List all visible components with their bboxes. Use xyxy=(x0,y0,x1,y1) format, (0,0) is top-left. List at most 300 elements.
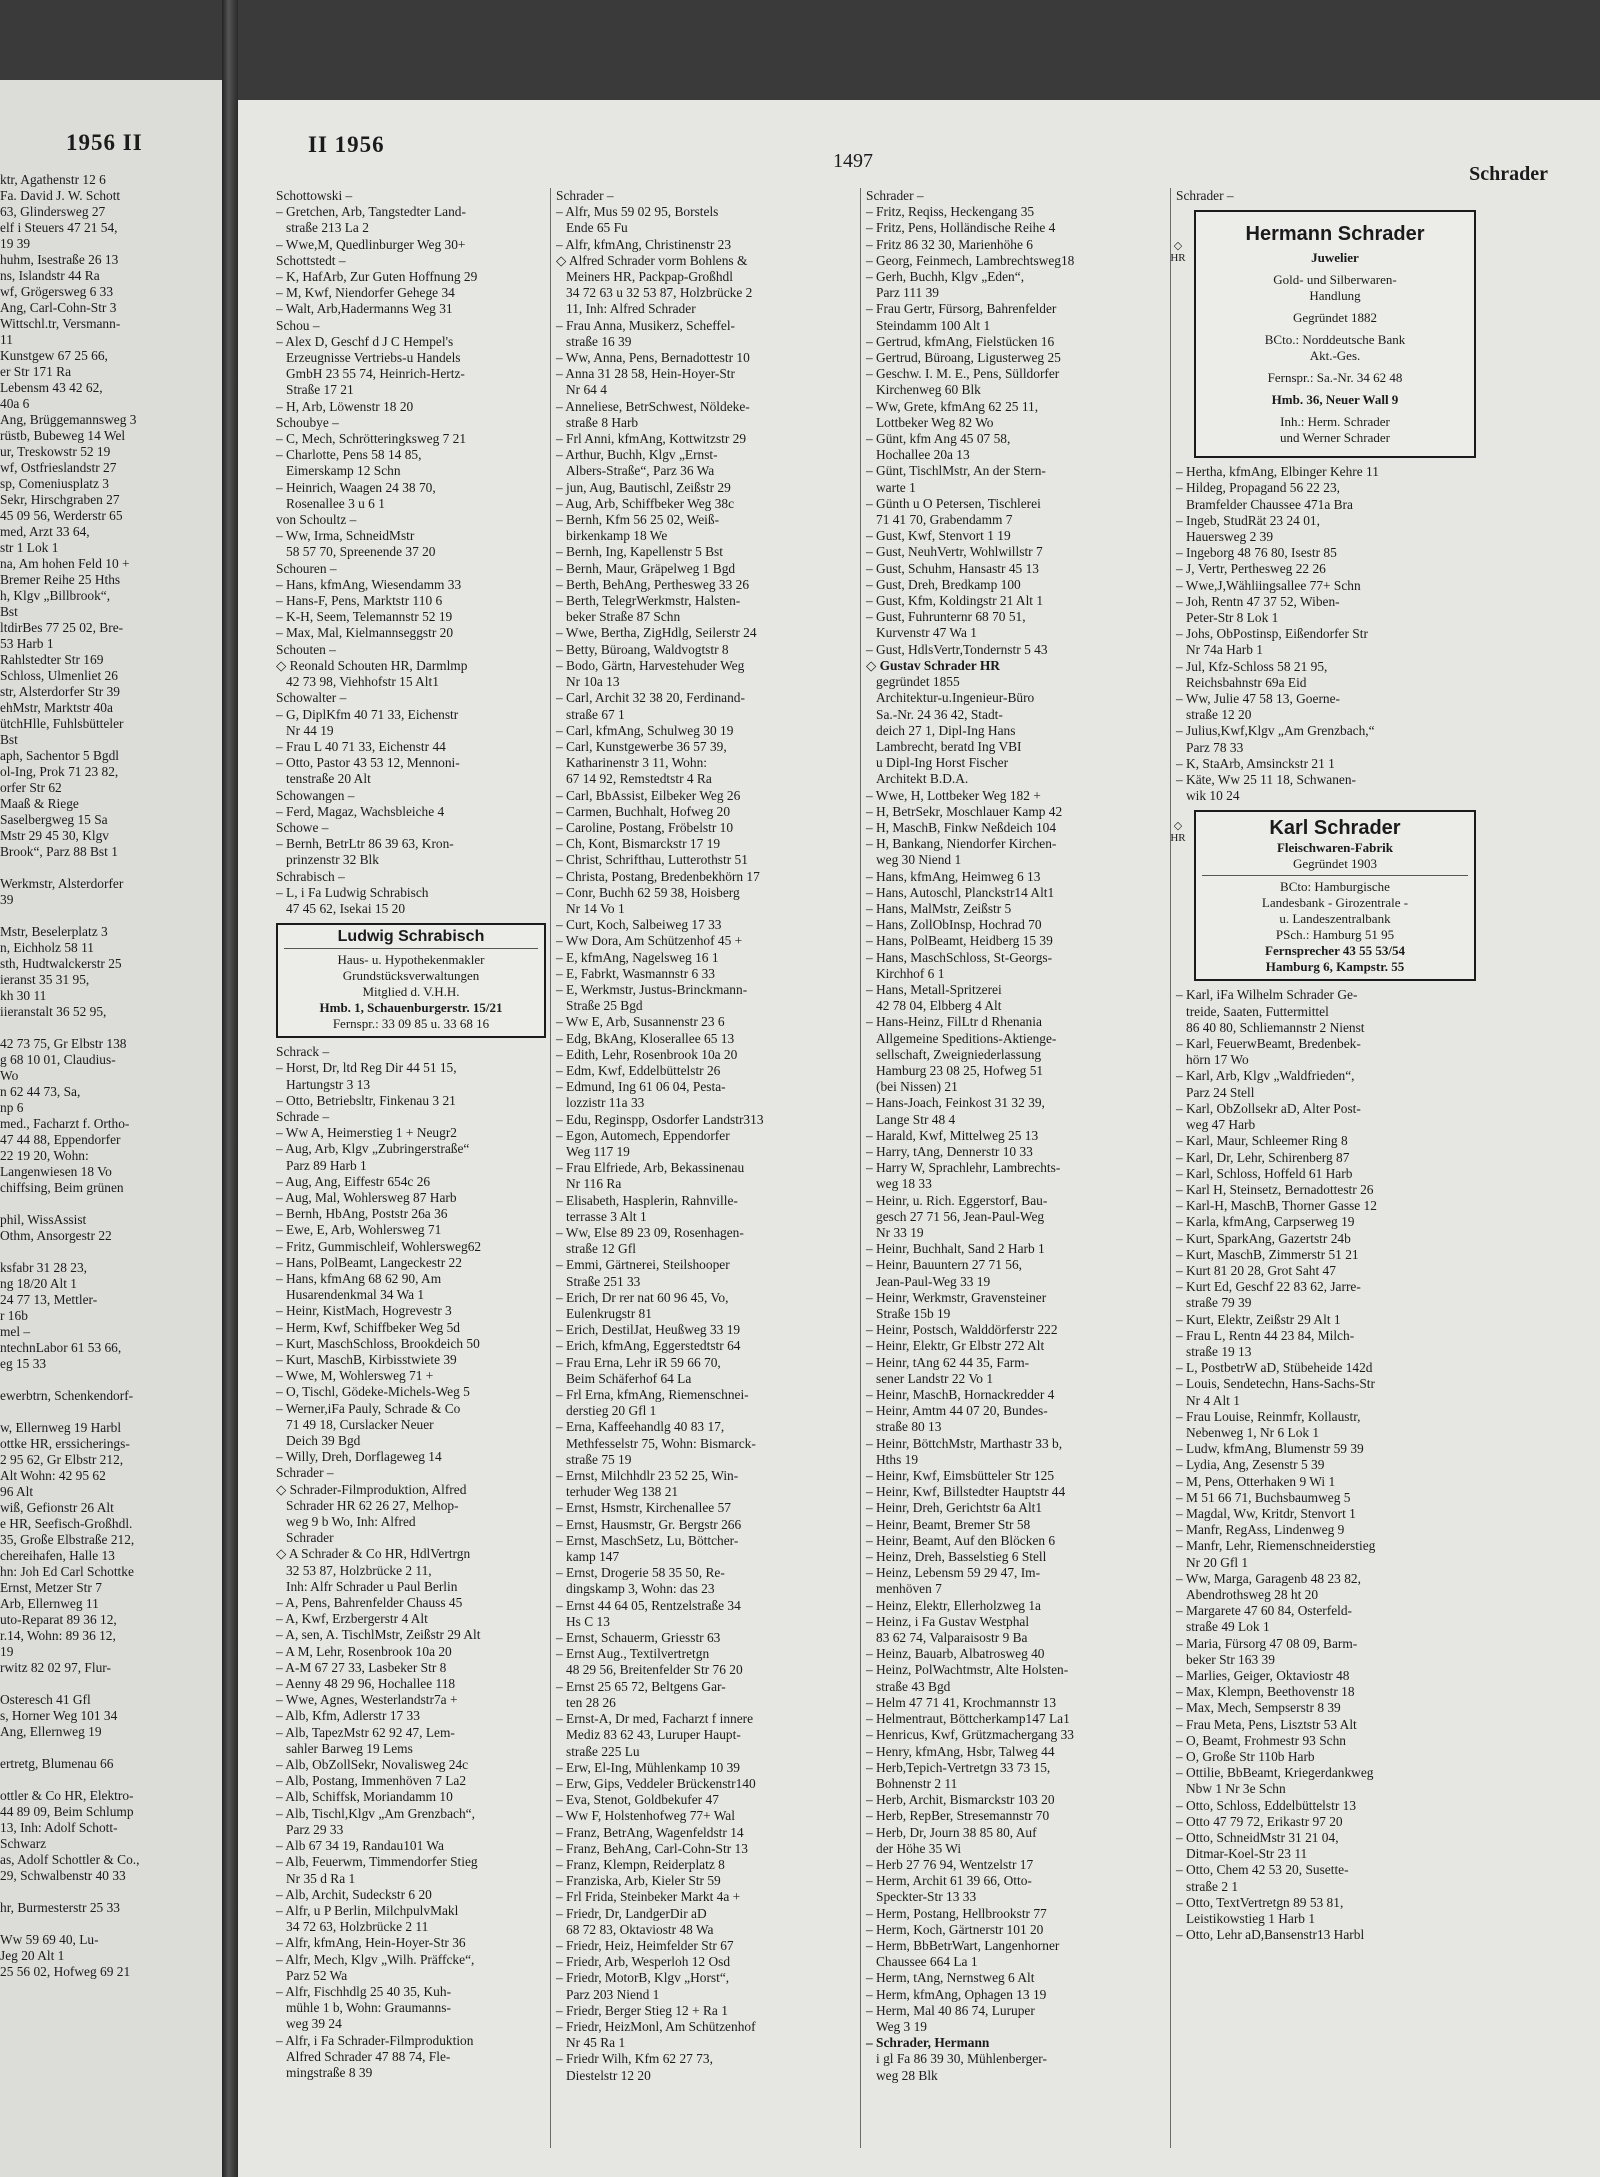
left-page-fragment: Brook“, Parz 88 Bst 1 xyxy=(0,844,118,859)
directory-entry: – Friedr, HeizMonl, Am Schützenhof xyxy=(556,2018,756,2034)
directory-entry: – Ww, Grete, kfmAng 62 25 11, xyxy=(866,398,1039,414)
left-page-fragment: hr, Burmesterstr 25 33 xyxy=(0,1900,120,1915)
directory-entry: – Frau Erna, Lehr iR 59 66 70, xyxy=(556,1354,721,1370)
directory-entry: – L, i Fa Ludwig Schrabisch xyxy=(276,884,429,900)
directory-entry: – Aenny 48 29 96, Hochallee 118 xyxy=(276,1676,456,1692)
directory-entry: – Frl Anni, kfmAng, Kottwitzstr 29 xyxy=(556,431,747,447)
directory-entry: – Ernst 44 64 05, Rentzelstraße 34 xyxy=(556,1597,741,1613)
left-page-fragment xyxy=(0,1244,218,1260)
directory-entry: – Alex D, Geschf d J C Hempel's xyxy=(276,333,454,349)
directory-entry: – Hans, MalMstr, Zeißstr 5 xyxy=(866,900,1012,916)
directory-entry: – Fritz 86 32 30, Marienhöhe 6 xyxy=(866,236,1033,252)
directory-entry: – M, Kwf, Niendorfer Gehege 34 xyxy=(276,285,455,301)
directory-entry: – Anna 31 28 58, Hein-Hoyer-Str xyxy=(556,366,735,382)
directory-entry-continuation: treide, Saaten, Futtermittel xyxy=(1186,1003,1329,1019)
left-page-fragment: Ang, Carl-Cohn-Str 3 xyxy=(0,300,117,315)
directory-entry: – O, Große Str 110b Harb xyxy=(1176,1749,1315,1765)
directory-entry: – Otto, Betriebsltr, Finkenau 3 21 xyxy=(276,1092,456,1108)
left-page-fragment: med., Facharzt f. Ortho- xyxy=(0,1116,130,1131)
surname-heading: Schottowski – xyxy=(276,188,353,203)
directory-entry: – Otto, Schloss, Eddelbüttelstr 13 xyxy=(1176,1797,1357,1813)
directory-entry: – Johs, ObPostinsp, Eißendorfer Str xyxy=(1176,626,1368,642)
directory-entry: – Franz, BehAng, Carl-Cohn-Str 13 xyxy=(556,1840,748,1856)
directory-entry: – Henricus, Kwf, Grützmachergang 33 xyxy=(866,1727,1074,1743)
entry-list xyxy=(276,188,546,917)
left-page-fragment: iieranstalt 36 52 95, xyxy=(0,1004,107,1019)
directory-entry: – Hans, ZollObInsp, Hochrad 70 xyxy=(866,917,1042,933)
directory-entry: – Horst, Dr, ltd Reg Dir 44 51 15, xyxy=(276,1060,457,1076)
directory-entry-continuation: mühle 1 b, Wohn: Graumanns- xyxy=(286,2000,451,2016)
directory-entry: – Aug, Ang, Eiffestr 654c 26 xyxy=(276,1173,431,1189)
directory-entry: – Herm, Archit 61 39 66, Otto- xyxy=(866,1873,1032,1889)
directory-entry-continuation: 11, Inh: Alfred Schrader xyxy=(566,301,696,317)
left-page-fragment: 19 xyxy=(0,1644,14,1659)
left-page-fragment: chiffsing, Beim grünen xyxy=(0,1180,124,1195)
directory-entry: – Fritz, Pens, Holländische Reihe 4 xyxy=(866,220,1056,236)
directory-entry: – Magdal, Ww, Kritdr, Stenvort 1 xyxy=(1176,1505,1356,1521)
directory-entry: – Alb, Schiffsk, Moriandamm 10 xyxy=(276,1789,453,1805)
directory-entry: – Herm, Koch, Gärtnerstr 101 20 xyxy=(866,1921,1044,1937)
directory-entry: – J, Vertr, Perthesweg 22 26 xyxy=(1176,561,1326,577)
directory-entry: – Karla, kfmAng, Carpserweg 19 xyxy=(1176,1214,1355,1230)
directory-entry: – E, kfmAng, Nagelsweg 16 1 xyxy=(556,949,719,965)
directory-entry: – Hans, Metall-Spritzerei xyxy=(866,981,1002,997)
left-page-fragment: Jeg 20 Alt 1 xyxy=(0,1948,65,1963)
left-page-fragment: Ang, Ellernweg 19 xyxy=(0,1724,102,1739)
directory-entry: – Otto, TextVertretgn 89 53 81, xyxy=(1176,1894,1344,1910)
directory-entry-continuation: Parz 78 33 xyxy=(1186,739,1244,755)
directory-entry-continuation: Methfesselstr 75, Wohn: Bismarck- xyxy=(566,1435,756,1451)
directory-entry-continuation: Jean-Paul-Weg 33 19 xyxy=(876,1273,991,1289)
directory-entry: – Maria, Fürsorg 47 08 09, Barm- xyxy=(1176,1635,1358,1651)
directory-entry-continuation: Parz 52 Wa xyxy=(286,1967,348,1983)
directory-entry: – Heinr, u. Rich. Eggerstorf, Bau- xyxy=(866,1192,1048,1208)
left-page-fragment: aph, Sachentor 5 Bgdl xyxy=(0,748,120,763)
directory-entry: – Fritz, Gummischleif, Wohlersweg62 xyxy=(276,1238,482,1254)
left-page-fragment: Alt Wohn: 42 95 62 xyxy=(0,1468,106,1483)
directory-entry: – Manfr, Lehr, Riemenschneiderstieg xyxy=(1176,1538,1376,1554)
left-page-fragment: na, Am hohen Feld 10 + xyxy=(0,556,130,571)
directory-entry: – Käte, Ww 25 11 18, Schwanen- xyxy=(1176,772,1356,788)
left-page-fragment xyxy=(0,1196,218,1212)
directory-entry: – Günth u O Petersen, Tischlerei xyxy=(866,495,1041,511)
directory-entry: – H, Arb, Löwenstr 18 20 xyxy=(276,398,414,414)
directory-entry-continuation: Meiners HR, Packpap-Großhdl xyxy=(566,269,733,285)
directory-entry: – Kurt, SparkAng, Gazertstr 24b xyxy=(1176,1230,1351,1246)
directory-entry: – Wwe, H, Lottbeker Weg 182 + xyxy=(866,787,1041,803)
directory-entry: – Franz, BetrAng, Wagenfeldstr 14 xyxy=(556,1824,744,1840)
directory-entry: – Karl, Maur, Schleemer Ring 8 xyxy=(1176,1133,1348,1149)
surname-heading: Schrade – xyxy=(276,1108,330,1124)
directory-entry-continuation: ten 28 26 xyxy=(566,1694,616,1710)
directory-entry: – K, StaArb, Amsinckstr 21 1 xyxy=(1176,755,1335,771)
directory-entry-continuation: Straße 17 21 xyxy=(286,382,354,398)
directory-entry: – Hans, MaschSchloss, St-Georgs- xyxy=(866,949,1053,965)
directory-entry-continuation: Lambrecht, beratd Ing VBI xyxy=(876,738,1022,754)
advert-owners: Inh.: Herm. Schrader xyxy=(1280,414,1390,430)
directory-entry: – Bernh, HbAng, Poststr 26a 36 xyxy=(276,1206,448,1222)
directory-entry-continuation: Nr 10a 13 xyxy=(566,674,620,690)
directory-entry: – Arthur, Buchh, Klgv „Ernst- xyxy=(556,447,718,463)
left-page-fragment: Langenwiesen 18 Vo xyxy=(0,1164,112,1179)
directory-entry: – Otto, Chem 42 53 20, Susette- xyxy=(1176,1862,1349,1878)
directory-entry: – Frl Erna, kfmAng, Riemenschnei- xyxy=(556,1387,749,1403)
directory-entry: – Heinr, BöttchMstr, Marthastr 33 b, xyxy=(866,1435,1063,1451)
directory-entry: – Kurt, MaschB, Kirbisstwiete 39 xyxy=(276,1352,457,1367)
left-page-fragment: Wittschl.tr, Versmann- xyxy=(0,316,121,331)
directory-entry: – Hans, Autoschl, Planckstr14 Alt1 xyxy=(866,884,1055,900)
directory-entry-continuation: Lange Str 48 4 xyxy=(876,1111,956,1127)
directory-entry-continuation: straße 79 39 xyxy=(1186,1295,1252,1311)
directory-entry: – Louis, Sendetechn, Hans-Sachs-Str xyxy=(1176,1376,1375,1392)
directory-entry: – Hans, PolBeamt, Langeckestr 22 xyxy=(276,1254,462,1270)
directory-entry: – Ww Dora, Am Schützenhof 45 + xyxy=(556,933,743,949)
directory-entry-continuation: prinzenstr 32 Blk xyxy=(286,852,379,868)
directory-entry-continuation: 83 62 74, Valparaisostr 9 Ba xyxy=(876,1630,1028,1646)
directory-entry: – Geschw. I. M. E., Pens, Sülldorfer xyxy=(866,366,1060,382)
column-rule xyxy=(550,188,551,2148)
advert-ludwig-schrabisch xyxy=(276,923,546,1038)
directory-entry: – K, HafArb, Zur Guten Hoffnung 29 xyxy=(276,269,478,285)
page-header-year: II 1956 xyxy=(308,132,385,157)
left-page-fragment: phil, WissAssist xyxy=(0,1212,87,1227)
directory-entry-continuation: 32 53 87, Holzbrücke 2 11, xyxy=(286,1562,432,1578)
directory-entry: – Carl, Archit 32 38 20, Ferdinand- xyxy=(556,690,745,706)
directory-entry-continuation: Peter-Str 8 Lok 1 xyxy=(1186,610,1279,626)
left-page-fragment: rwitz 82 02 97, Flur- xyxy=(0,1660,111,1675)
left-page-column xyxy=(0,172,218,1980)
surname-heading: Schowalter – xyxy=(276,690,347,706)
directory-entry: – Gertrud, kfmAng, Fielstücken 16 xyxy=(866,333,1055,349)
left-page-fragment: 2 95 62, Gr Elbstr 212, xyxy=(0,1452,124,1467)
directory-entry-continuation: weg 30 Niend 1 xyxy=(876,852,962,868)
directory-entry: – Harry, tAng, Dennerstr 10 33 xyxy=(866,1143,1033,1159)
directory-entry-continuation: Deich 39 Bgd xyxy=(286,1433,361,1449)
directory-entry: ◇ Schrader-Filmproduktion, Alfred xyxy=(276,1481,467,1497)
left-page-fragment: Bst xyxy=(0,732,18,747)
directory-entry: – Frau L, Rentn 44 23 84, Milch- xyxy=(1176,1327,1355,1343)
advert-title: Juwelier xyxy=(1311,250,1359,266)
advert-hermann-schrader xyxy=(1194,210,1476,458)
bold-entry: – Schrader, Hermann xyxy=(866,2035,990,2051)
directory-entry-continuation: weg 9 b Wo, Inh: Alfred xyxy=(286,1514,416,1530)
directory-entry: – Ernst, Hausmstr, Gr. Bergstr 266 xyxy=(556,1516,742,1532)
left-page-fragment: ewerbtrn, Schenkendorf- xyxy=(0,1388,134,1403)
advert-psch: PSch.: Hamburg 51 95 xyxy=(1275,927,1395,943)
directory-entry-continuation: Erzeugnisse Vertriebs-u Handels xyxy=(286,350,461,366)
directory-entry-continuation: Schrader xyxy=(286,1530,334,1546)
left-page-fragment: 25 56 02, Hofweg 69 21 xyxy=(0,1964,131,1979)
directory-entry-continuation: i gl Fa 86 39 30, Mühlenberger- xyxy=(876,2051,1047,2067)
directory-entry-continuation: Kurvenstr 47 Wa 1 xyxy=(876,625,977,641)
directory-entry: – Alb, TapezMstr 62 92 47, Lem- xyxy=(276,1724,455,1740)
advert-bank: BCto: Hamburgische xyxy=(1280,879,1390,895)
directory-entry: ◇ Alfred Schrader vorm Bohlens & xyxy=(556,252,748,268)
directory-entry: – Bernh, Maur, Gräpelweg 1 Bgd xyxy=(556,560,736,576)
left-page-fragment: Rahlstedter Str 169 xyxy=(0,652,104,667)
directory-entry: – Erna, Kaffeehandlg 40 83 17, xyxy=(556,1419,725,1435)
left-page-fragment: Saselbergweg 15 Sa xyxy=(0,812,108,827)
advert-line: Gold- und Silberwaren- xyxy=(1273,272,1397,288)
directory-entry: – Franziska, Arb, Kieler Str 59 xyxy=(556,1873,721,1889)
directory-entry: – Wwe,J,Wähliingsallee 77+ Schn xyxy=(1176,577,1361,593)
left-page-fragment: e HR, Seefisch-Großhdl. xyxy=(0,1516,133,1531)
surname-heading: Schrack – xyxy=(276,1044,330,1060)
directory-entry-continuation: straße 49 Lok 1 xyxy=(1186,1619,1270,1635)
directory-entry-continuation: 68 72 83, Oktaviostr 48 Wa xyxy=(566,1921,714,1937)
directory-entry-continuation: straße 8 Harb xyxy=(566,414,639,430)
advert-founded: Gegründet 1903 xyxy=(1292,856,1378,872)
directory-entry-continuation: beker Straße 87 Schn xyxy=(566,609,681,625)
directory-entry-continuation: derstieg 20 Gfl 1 xyxy=(566,1403,657,1419)
left-page-fragment: 63, Glindersweg 27 xyxy=(0,204,106,219)
directory-entry: – Ingeborg 48 76 80, Isestr 85 xyxy=(1176,545,1337,561)
left-page-fragment: ertretg, Blumenau 66 xyxy=(0,1756,114,1771)
directory-entry-continuation: Kirchenweg 60 Blk xyxy=(876,382,981,398)
directory-entry: – Carl, BbAssist, Eilbeker Weg 26 xyxy=(556,787,741,803)
directory-entry-continuation: straße 213 La 2 xyxy=(286,220,369,236)
directory-entry-continuation: warte 1 xyxy=(876,479,916,495)
directory-entry: – Otto, Lehr aD,Bansenstr13 Harbl xyxy=(1176,1927,1365,1943)
left-page-fragment: wf, Grögersweg 6 33 xyxy=(0,284,114,299)
left-page-fragment: ütchHlle, Fuhlsbütteler xyxy=(0,716,124,731)
left-page-fragment: 96 Alt xyxy=(0,1484,34,1499)
directory-entry-continuation: der Höhe 35 Wi xyxy=(876,1840,962,1856)
left-page-fragment: Fa. David J. W. Schott xyxy=(0,188,121,203)
entry-list xyxy=(1176,464,1476,804)
left-page-fragment: Mstr 29 45 30, Klgv xyxy=(0,828,109,843)
directory-entry: – Friedr, Dr, LandgerDir aD xyxy=(556,1905,707,1921)
directory-entry: – Alb, Tischl,Klgv „Am Grenzbach“, xyxy=(276,1805,475,1821)
directory-entry-continuation: Alfred Schrader 47 88 74, Fle- xyxy=(286,2048,451,2064)
directory-entry: – Herb, RepBer, Stresemannstr 70 xyxy=(866,1808,1050,1824)
directory-entry-continuation: Nr 20 Gfl 1 xyxy=(1186,1554,1249,1570)
directory-entry-continuation: beker Str 163 39 xyxy=(1186,1651,1275,1667)
directory-entry: – Heinr, Postsch, Walddörferstr 222 xyxy=(866,1322,1058,1338)
directory-entry: – Herm, kfmAng, Ophagen 13 19 xyxy=(866,1986,1047,2002)
surname-heading: Schowe – xyxy=(276,819,329,835)
directory-entry-continuation: gesch 27 71 56, Jean-Paul-Weg xyxy=(876,1208,1045,1224)
directory-entry: – Ww, Marga, Garagenb 48 23 82, xyxy=(1176,1570,1361,1586)
directory-entry-continuation: straße 2 1 xyxy=(1186,1878,1239,1894)
left-page-fragment: ltdirBes 77 25 02, Bre- xyxy=(0,620,124,635)
surname-heading: Schrabisch – xyxy=(276,868,345,884)
directory-entry-continuation: Nr 33 19 xyxy=(876,1225,924,1240)
directory-column-4 xyxy=(1170,188,1476,1943)
directory-column-2 xyxy=(556,188,856,2084)
directory-entry: – A, sen, A. TischlMstr, Zeißstr 29 Alt xyxy=(276,1627,481,1643)
left-page-fragment: kh 30 11 xyxy=(0,988,47,1003)
left-page-fragment xyxy=(0,860,218,876)
directory-entry-continuation: 58 57 70, Spreenende 37 20 xyxy=(286,544,436,560)
directory-entry: – Frau Meta, Pens, Lisztstr 53 Alt xyxy=(1176,1716,1357,1732)
directory-entry-continuation: weg 18 33 xyxy=(876,1176,932,1192)
left-page-fragment: chereihafen, Halle 13 xyxy=(0,1548,115,1563)
directory-entry: – Herm, tAng, Nernstweg 6 Alt xyxy=(866,1970,1035,1986)
left-page-fragment: Kunstgew 67 25 66, xyxy=(0,348,108,363)
left-page-fragment: np 6 xyxy=(0,1100,24,1115)
directory-entry: – Hans-Joach, Feinkost 31 32 39, xyxy=(866,1095,1045,1111)
directory-entry: – Heinz, Lebensm 59 29 47, Im- xyxy=(866,1565,1041,1581)
entry-list xyxy=(556,188,856,2084)
directory-entry: – Frau Gertr, Fürsorg, Bahrenfelder xyxy=(866,301,1057,317)
directory-entry: – Frl Frida, Steinbeker Markt 4a + xyxy=(556,1889,741,1905)
directory-entry: – Julius,Kwf,Klgv „Am Grenzbach,“ xyxy=(1176,723,1375,739)
directory-entry: – Friedr Wilh, Kfm 62 27 73, xyxy=(556,2051,713,2067)
directory-entry-continuation: 42 78 04, Elbberg 4 Alt xyxy=(876,998,1002,1014)
directory-entry: ◇ Reonald Schouten HR, Darmlmp xyxy=(276,657,468,673)
directory-entry: – Erich, Dr rer nat 60 96 45, Vo, xyxy=(556,1289,729,1305)
hr-marker: ◇ HR xyxy=(1170,820,1186,845)
directory-entry: – Herb 27 76 94, Wentzelstr 17 xyxy=(866,1856,1034,1872)
left-page-fragment: Arb, Ellernweg 11 xyxy=(0,1596,99,1611)
directory-entry: – Hans-Heinz, FilLtr d Rhenania xyxy=(866,1014,1042,1030)
directory-entry-continuation: deich 27 1, Dipl-Ing Hans xyxy=(876,722,1016,738)
directory-entry: – Carl, kfmAng, Schulweg 30 19 xyxy=(556,722,734,738)
directory-entry: – Heinz, Elektr, Ellerholzweg 1a xyxy=(866,1597,1041,1613)
directory-entry-continuation: Beim Schäferhof 64 La xyxy=(566,1370,692,1386)
left-page-fragment: ktr, Agathenstr 12 6 xyxy=(0,172,106,187)
directory-entry: – A-M 67 27 33, Lasbeker Str 8 xyxy=(276,1659,447,1675)
directory-entry: – Harald, Kwf, Mittelweg 25 13 xyxy=(866,1127,1039,1143)
left-page-fragment: w, Ellernweg 19 Harbl xyxy=(0,1420,122,1435)
advert-bank: u. Landeszentralbank xyxy=(1279,911,1391,927)
directory-entry: – Erich, DestilJat, Heußweg 33 19 xyxy=(556,1322,741,1338)
directory-entry: – Aug, Arb, Klgv „Zubringerstraße“ xyxy=(276,1141,470,1157)
left-page-fragment: Schwarz xyxy=(0,1836,47,1851)
directory-entry: – Conr, Buchh 62 59 38, Hoisberg xyxy=(556,884,740,900)
directory-entry-continuation: Nebenweg 1, Nr 6 Lok 1 xyxy=(1186,1424,1320,1440)
directory-entry-continuation: Hartungstr 3 13 xyxy=(286,1076,371,1092)
directory-entry: – Alb, Feuerwm, Timmendorfer Stieg xyxy=(276,1854,478,1870)
directory-entry: – E, Fabrkt, Wasmannstr 6 33 xyxy=(556,965,715,981)
directory-entry-continuation: Ditmar-Koel-Str 23 11 xyxy=(1186,1846,1308,1862)
directory-entry: – Otto 47 79 72, Erikastr 97 20 xyxy=(1176,1813,1343,1829)
directory-entry: – Ww F, Holstenhofweg 77+ Wal xyxy=(556,1808,735,1824)
directory-entry: – Heinr, Elektr, Gr Elbstr 272 Alt xyxy=(866,1338,1045,1354)
directory-entry: – Wwe, M, Wohlersweg 71 + xyxy=(276,1368,434,1384)
directory-entry: – Bernh, Kfm 56 25 02, Weiß- xyxy=(556,512,720,528)
directory-entry: – Ww, Else 89 23 09, Rosenhagen- xyxy=(556,1225,744,1240)
left-page-fragment: n 62 44 73, Sa, xyxy=(0,1084,81,1099)
directory-entry-continuation: 34 72 63 u 32 53 87, Holzbrücke 2 xyxy=(566,285,753,301)
directory-entry-continuation: 71 49 18, Curslacker Neuer xyxy=(286,1416,434,1432)
left-page-fragment: wiß, Gefionstr 26 Alt xyxy=(0,1500,114,1515)
directory-entry: – Karl-H, MaschB, Thorner Gasse 12 xyxy=(1176,1198,1377,1214)
advert-bank: Landesbank - Girozentrale - xyxy=(1261,895,1409,911)
directory-entry: – Edg, BkAng, Kloserallee 65 13 xyxy=(556,1030,735,1046)
directory-entry: – O, Tischl, Gödeke-Michels-Weg 5 xyxy=(276,1384,470,1400)
directory-entry: – Kurt, MaschSchloss, Brookdeich 50 xyxy=(276,1335,480,1351)
surname-heading: Schoubye – xyxy=(276,414,339,430)
directory-entry-continuation: Bramfelder Chaussee 471a Bra xyxy=(1186,496,1353,512)
directory-entry: – Alfr, Mech, Klgv „Wilh. Präffcke“, xyxy=(276,1951,475,1967)
directory-entry-continuation: terhuder Weg 138 21 xyxy=(566,1484,679,1500)
left-page-fragment: str, Alsterdorfer Str 39 xyxy=(0,684,120,699)
left-page-header: 1956 II xyxy=(66,130,143,155)
directory-entry: – Heinr, Bauuntern 27 71 56, xyxy=(866,1257,1023,1273)
left-page-fragment xyxy=(0,1404,218,1420)
directory-entry: – Gust, Fuhrunternr 68 70 51, xyxy=(866,609,1026,625)
directory-entry-continuation: gegründet 1855 xyxy=(876,674,960,690)
directory-entry: – Ingeb, StudRät 23 24 01, xyxy=(1176,512,1320,528)
directory-entry: – Erw, Gips, Veddeler Brückenstr140 xyxy=(556,1775,756,1791)
directory-entry-continuation: Architekt B.D.A. xyxy=(876,771,969,787)
advert-address: Hamburg 6, Kampstr. 55 xyxy=(1265,959,1405,975)
directory-entry: – Manfr, RegAss, Lindenweg 9 xyxy=(1176,1522,1345,1538)
directory-entry-continuation: Nr 45 Ra 1 xyxy=(566,2035,626,2051)
directory-entry: – Kurt 81 20 28, Grot Saht 47 xyxy=(1176,1262,1336,1278)
directory-column-1 xyxy=(276,188,546,2081)
directory-entry-continuation: Schrader HR 62 26 27, Melhop- xyxy=(286,1497,459,1513)
directory-entry: – Gretchen, Arb, Tangstedter Land- xyxy=(276,204,466,220)
directory-entry-continuation: weg 47 Harb xyxy=(1186,1117,1256,1133)
directory-entry-continuation: Hochallee 20a 13 xyxy=(876,447,970,463)
directory-entry-continuation: hörn 17 Wo xyxy=(1186,1052,1249,1068)
directory-entry: – Ernst 25 65 72, Beltgens Gar- xyxy=(556,1678,726,1694)
left-page-fragment: Ww 59 69 40, Lu- xyxy=(0,1932,99,1947)
directory-entry-continuation: menhöven 7 xyxy=(876,1581,942,1597)
directory-entry: – Günt, kfm Ang 45 07 58, xyxy=(866,431,1011,447)
left-page-fragment: Sekr, Hirschgraben 27 xyxy=(0,492,120,507)
advert-address: Hmb. 1, Schauenburgerstr. 15/21 xyxy=(319,1000,503,1016)
directory-entry: – Bernh, Ing, Kapellenstr 5 Bst xyxy=(556,544,723,560)
directory-entry-continuation: tenstraße 20 Alt xyxy=(286,771,371,787)
directory-entry: – Berth, TelegrWerkmstr, Halsten- xyxy=(556,593,741,609)
directory-entry-continuation: straße 75 19 xyxy=(566,1451,632,1467)
directory-entry: – Curt, Koch, Salbeiweg 17 33 xyxy=(556,917,722,933)
surname-heading: Schowangen – xyxy=(276,787,355,803)
directory-entry-continuation: Bohnenstr 2 11 xyxy=(876,1775,958,1791)
directory-entry: – M 51 66 71, Buchsbaumweg 5 xyxy=(1176,1489,1351,1505)
left-page-fragment: ottler & Co HR, Elektro- xyxy=(0,1788,134,1803)
directory-entry: – Friedr, Berger Stieg 12 + Ra 1 xyxy=(556,2002,728,2018)
directory-entry-continuation: mingstraße 8 39 xyxy=(286,2064,373,2080)
directory-entry: – Edith, Lehr, Rosenbrook 10a 20 xyxy=(556,1046,738,1062)
directory-entry-continuation: Chaussee 664 La 1 xyxy=(876,1954,978,1970)
directory-entry: – Frau Louise, Reinmfr, Kollaustr, xyxy=(1176,1408,1361,1424)
directory-entry-continuation: Straße 15b 19 xyxy=(876,1306,951,1322)
directory-entry: – M, Pens, Otterhaken 9 Wi 1 xyxy=(1176,1473,1336,1489)
directory-entry: – Heinr, Kwf, Eimsbütteler Str 125 xyxy=(866,1468,1055,1484)
directory-entry: – Ernst, Milchhdlr 23 52 25, Win- xyxy=(556,1468,739,1484)
left-page-fragment: uto-Reparat 89 36 12, xyxy=(0,1612,117,1627)
left-page-fragment: ng 18/20 Alt 1 xyxy=(0,1276,78,1291)
directory-entry-continuation: dingskamp 3, Wohn: das 23 xyxy=(566,1581,715,1597)
left-page-fragment: 13, Inh: Adolf Schott- xyxy=(0,1820,118,1835)
advert-line: Mitglied d. V.H.H. xyxy=(362,984,460,1000)
left-page-fragment: h, Klgv „Billbrook“, xyxy=(0,588,111,603)
advert-bank: Akt.-Ges. xyxy=(1309,348,1361,364)
left-page-fragment xyxy=(0,1676,218,1692)
directory-entry: – Ernst, Schauerm, Griesstr 63 xyxy=(556,1630,721,1646)
directory-entry-continuation: kamp 147 xyxy=(566,1549,620,1565)
directory-entry: – Ferd, Magaz, Wachsbleiche 4 xyxy=(276,803,445,819)
directory-entry-continuation: Hths 19 xyxy=(876,1451,919,1467)
left-page-fragment: 40a 6 xyxy=(0,396,30,411)
directory-entry: – Ernst-A, Dr med, Facharzt f innere xyxy=(556,1711,754,1727)
surname-heading: Schrader – xyxy=(866,188,924,203)
advert-phone: Fernsprecher 43 55 53/54 xyxy=(1265,943,1405,959)
directory-entry-continuation: 42 73 98, Viehhofstr 15 Alt1 xyxy=(286,674,439,690)
directory-entry-continuation: Parz 111 39 xyxy=(876,285,939,301)
right-page xyxy=(238,100,1600,2177)
directory-entry: – Heinrich, Waagen 24 38 70, xyxy=(276,479,436,495)
directory-entry: – Gust, Kfm, Koldingstr 21 Alt 1 xyxy=(866,593,1044,609)
directory-entry: – Max, Mal, Kielmannseggstr 20 xyxy=(276,625,454,641)
directory-entry-continuation: sener Landstr 22 Vo 1 xyxy=(876,1370,994,1386)
directory-entry: – H, Bankang, Niendorfer Kirchen- xyxy=(866,836,1057,852)
